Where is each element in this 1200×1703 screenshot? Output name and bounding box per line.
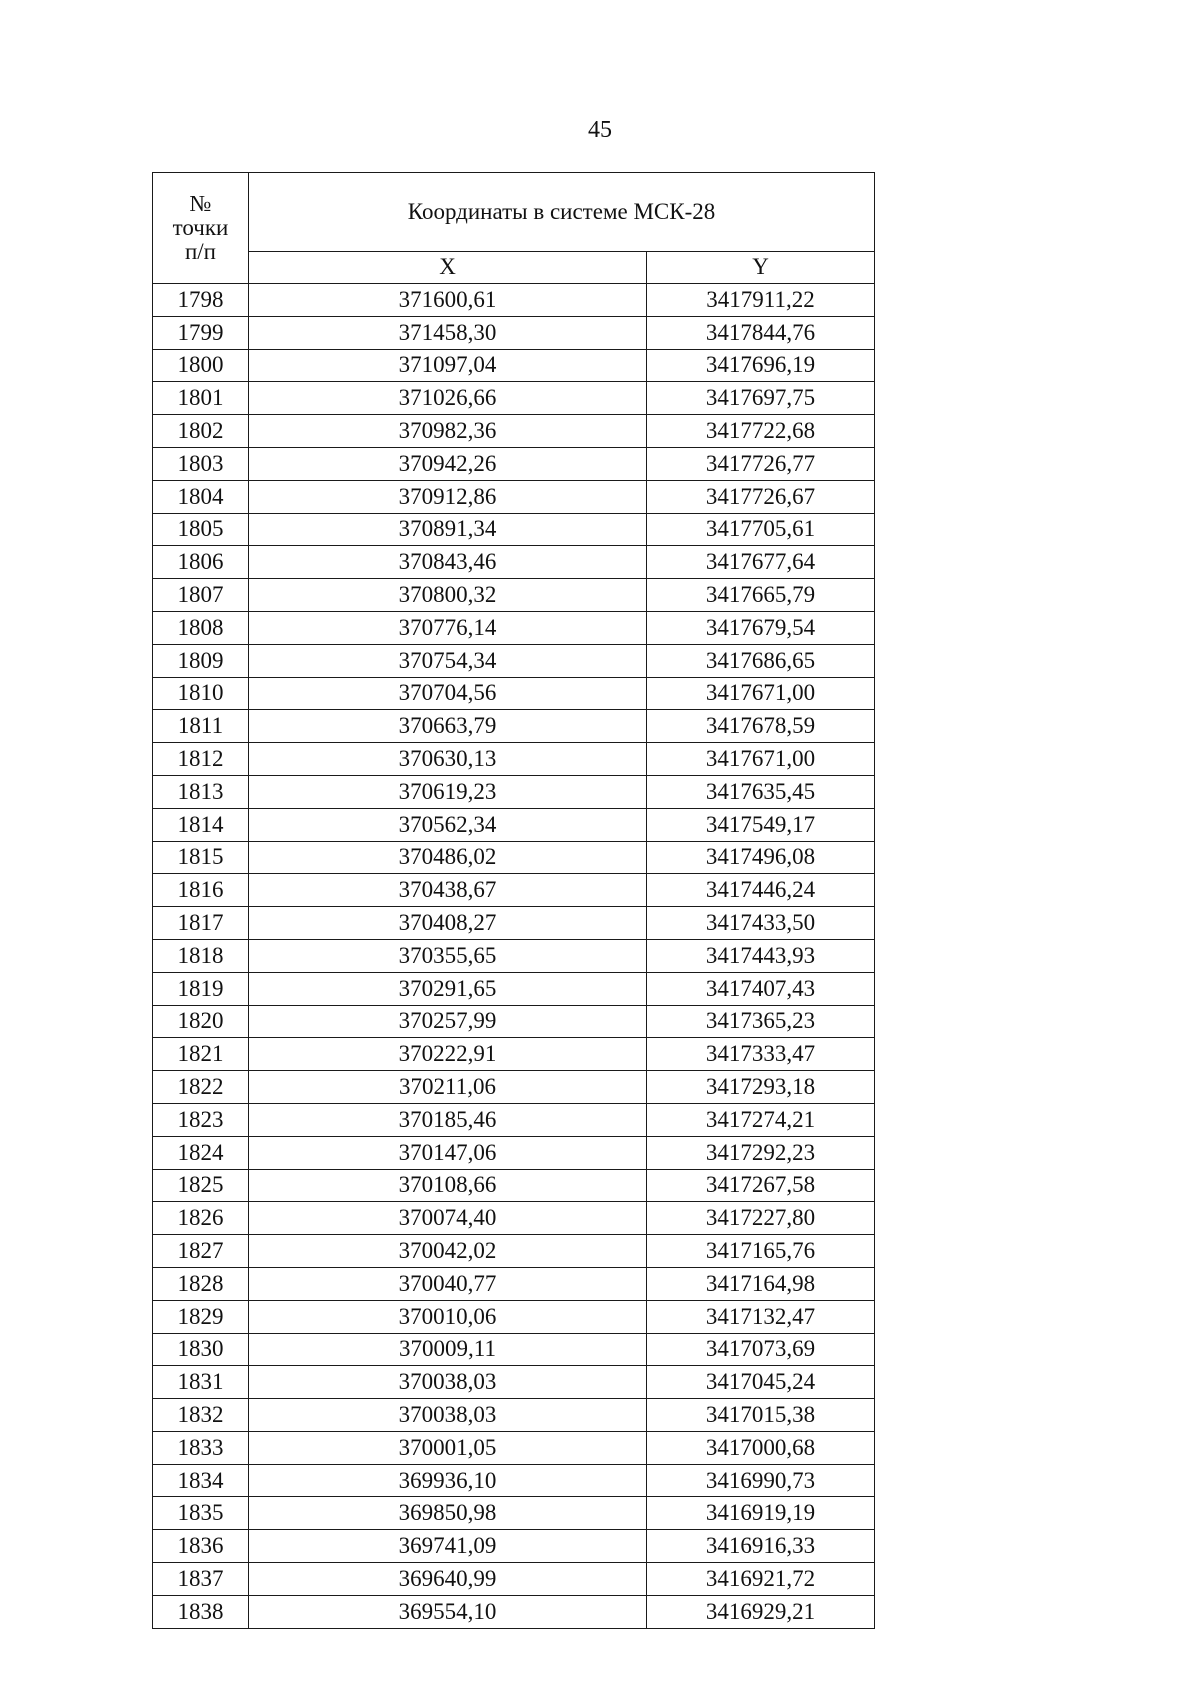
point-number-cell: 1833 <box>153 1431 249 1464</box>
table-row <box>153 1169 875 1202</box>
y-coordinate-cell: 3416916,33 <box>647 1530 875 1563</box>
table-row <box>153 775 875 808</box>
table-row <box>153 1595 875 1628</box>
table-row <box>153 1333 875 1366</box>
x-coordinate-cell: 370038,03 <box>249 1399 647 1432</box>
y-coordinate-cell: 3417045,24 <box>647 1366 875 1399</box>
point-number-cell: 1804 <box>153 480 249 513</box>
x-coordinate-cell: 369850,98 <box>249 1497 647 1530</box>
table-row <box>153 939 875 972</box>
x-coordinate-cell: 371097,04 <box>249 349 647 382</box>
table-row <box>153 1202 875 1235</box>
point-number-cell: 1805 <box>153 513 249 546</box>
y-coordinate-cell: 3417407,43 <box>647 972 875 1005</box>
y-coordinate-cell: 3417696,19 <box>647 349 875 382</box>
table-row <box>153 1399 875 1432</box>
x-coordinate-cell: 369741,09 <box>249 1530 647 1563</box>
table-header-row <box>153 173 875 252</box>
table-row <box>153 447 875 480</box>
x-coordinate-cell: 370663,79 <box>249 710 647 743</box>
y-column-header: Y <box>647 251 875 283</box>
y-coordinate-cell: 3417496,08 <box>647 841 875 874</box>
x-coordinate-cell: 371600,61 <box>249 284 647 317</box>
y-coordinate-cell: 3417333,47 <box>647 1038 875 1071</box>
y-coordinate-cell: 3417549,17 <box>647 808 875 841</box>
y-coordinate-cell: 3417679,54 <box>647 611 875 644</box>
table-row <box>153 382 875 415</box>
y-coordinate-cell: 3417677,64 <box>647 546 875 579</box>
table-row <box>153 808 875 841</box>
table-row <box>153 1431 875 1464</box>
table-row <box>153 546 875 579</box>
table-row <box>153 1497 875 1530</box>
table-row <box>153 1136 875 1169</box>
table-row <box>153 284 875 317</box>
point-number-cell: 1809 <box>153 644 249 677</box>
point-number-cell: 1815 <box>153 841 249 874</box>
y-coordinate-cell: 3417446,24 <box>647 874 875 907</box>
x-coordinate-cell: 370982,36 <box>249 415 647 448</box>
point-number-cell: 1803 <box>153 447 249 480</box>
table-row <box>153 1563 875 1596</box>
x-coordinate-cell: 370355,65 <box>249 939 647 972</box>
point-number-cell: 1832 <box>153 1399 249 1432</box>
x-coordinate-cell: 370704,56 <box>249 677 647 710</box>
x-coordinate-cell: 370010,06 <box>249 1300 647 1333</box>
x-coordinate-cell: 369640,99 <box>249 1563 647 1596</box>
x-coordinate-cell: 370486,02 <box>249 841 647 874</box>
y-coordinate-cell: 3417433,50 <box>647 907 875 940</box>
point-number-cell: 1818 <box>153 939 249 972</box>
table-row <box>153 644 875 677</box>
point-number-cell: 1801 <box>153 382 249 415</box>
point-number-header-line3: п/п <box>184 239 216 264</box>
point-number-cell: 1817 <box>153 907 249 940</box>
point-number-cell: 1837 <box>153 1563 249 1596</box>
x-coordinate-cell: 369554,10 <box>249 1595 647 1628</box>
point-number-cell: 1822 <box>153 1071 249 1104</box>
x-coordinate-cell: 370408,27 <box>249 907 647 940</box>
x-coordinate-cell: 370942,26 <box>249 447 647 480</box>
table-row <box>153 1103 875 1136</box>
x-coordinate-cell: 370185,46 <box>249 1103 647 1136</box>
x-coordinate-cell: 370438,67 <box>249 874 647 907</box>
x-column-header: X <box>249 251 647 283</box>
table-row <box>153 513 875 546</box>
x-coordinate-cell: 370891,34 <box>249 513 647 546</box>
point-number-cell: 1811 <box>153 710 249 743</box>
table-row <box>153 907 875 940</box>
point-number-cell: 1823 <box>153 1103 249 1136</box>
x-coordinate-cell: 370211,06 <box>249 1071 647 1104</box>
y-coordinate-cell: 3417267,58 <box>647 1169 875 1202</box>
x-coordinate-cell: 370912,86 <box>249 480 647 513</box>
point-number-cell: 1836 <box>153 1530 249 1563</box>
x-coordinate-cell: 370257,99 <box>249 1005 647 1038</box>
point-number-cell: 1838 <box>153 1595 249 1628</box>
y-coordinate-cell: 3417722,68 <box>647 415 875 448</box>
x-coordinate-cell: 370619,23 <box>249 775 647 808</box>
y-coordinate-cell: 3416990,73 <box>647 1464 875 1497</box>
point-number-cell: 1825 <box>153 1169 249 1202</box>
y-coordinate-cell: 3417911,22 <box>647 284 875 317</box>
table-row <box>153 1267 875 1300</box>
point-number-cell: 1812 <box>153 743 249 776</box>
coordinates-system-header: Координаты в системе МСК-28 <box>249 173 875 252</box>
y-coordinate-cell: 3417365,23 <box>647 1005 875 1038</box>
x-coordinate-cell: 370222,91 <box>249 1038 647 1071</box>
point-number-cell: 1831 <box>153 1366 249 1399</box>
table-axis-row <box>153 251 875 283</box>
x-coordinate-cell: 370147,06 <box>249 1136 647 1169</box>
y-coordinate-cell: 3417671,00 <box>647 677 875 710</box>
y-coordinate-cell: 3416919,19 <box>647 1497 875 1530</box>
x-coordinate-cell: 370800,32 <box>249 579 647 612</box>
y-coordinate-cell: 3416929,21 <box>647 1595 875 1628</box>
x-coordinate-cell: 370038,03 <box>249 1366 647 1399</box>
y-coordinate-cell: 3417705,61 <box>647 513 875 546</box>
x-coordinate-cell: 371026,66 <box>249 382 647 415</box>
table-row <box>153 710 875 743</box>
y-coordinate-cell: 3417015,38 <box>647 1399 875 1432</box>
point-number-cell: 1829 <box>153 1300 249 1333</box>
y-coordinate-cell: 3417292,23 <box>647 1136 875 1169</box>
y-coordinate-cell: 3417844,76 <box>647 316 875 349</box>
y-coordinate-cell: 3417635,45 <box>647 775 875 808</box>
table-row <box>153 1366 875 1399</box>
y-coordinate-cell: 3417686,65 <box>647 644 875 677</box>
y-coordinate-cell: 3417678,59 <box>647 710 875 743</box>
point-number-cell: 1826 <box>153 1202 249 1235</box>
y-coordinate-cell: 3417165,76 <box>647 1235 875 1268</box>
table-row <box>153 1300 875 1333</box>
y-coordinate-cell: 3417726,77 <box>647 447 875 480</box>
x-coordinate-cell: 370040,77 <box>249 1267 647 1300</box>
table-row <box>153 1235 875 1268</box>
point-number-cell: 1798 <box>153 284 249 317</box>
point-number-header-line2: точки <box>172 215 229 240</box>
point-number-cell: 1814 <box>153 808 249 841</box>
y-coordinate-cell: 3417665,79 <box>647 579 875 612</box>
table-row <box>153 611 875 644</box>
point-number-cell: 1828 <box>153 1267 249 1300</box>
table-row <box>153 743 875 776</box>
x-coordinate-cell: 370001,05 <box>249 1431 647 1464</box>
x-coordinate-cell: 371458,30 <box>249 316 647 349</box>
point-number-cell: 1816 <box>153 874 249 907</box>
table-row <box>153 874 875 907</box>
y-coordinate-cell: 3417726,67 <box>647 480 875 513</box>
x-coordinate-cell: 370009,11 <box>249 1333 647 1366</box>
x-coordinate-cell: 370776,14 <box>249 611 647 644</box>
y-coordinate-cell: 3417697,75 <box>647 382 875 415</box>
y-coordinate-cell: 3417073,69 <box>647 1333 875 1366</box>
point-number-cell: 1806 <box>153 546 249 579</box>
table-row <box>153 415 875 448</box>
point-number-cell: 1835 <box>153 1497 249 1530</box>
y-coordinate-cell: 3417443,93 <box>647 939 875 972</box>
point-number-cell: 1819 <box>153 972 249 1005</box>
point-number-header <box>153 173 249 284</box>
y-coordinate-cell: 3417671,00 <box>647 743 875 776</box>
table-row <box>153 1530 875 1563</box>
y-coordinate-cell: 3417227,80 <box>647 1202 875 1235</box>
x-coordinate-cell: 370108,66 <box>249 1169 647 1202</box>
x-coordinate-cell: 370630,13 <box>249 743 647 776</box>
table-row <box>153 1005 875 1038</box>
table-row <box>153 480 875 513</box>
table-row <box>153 677 875 710</box>
y-coordinate-cell: 3417274,21 <box>647 1103 875 1136</box>
x-coordinate-cell: 370291,65 <box>249 972 647 1005</box>
y-coordinate-cell: 3417000,68 <box>647 1431 875 1464</box>
table-body <box>153 284 875 1629</box>
point-number-header-line1: № <box>189 191 212 216</box>
point-number-cell: 1824 <box>153 1136 249 1169</box>
x-coordinate-cell: 369936,10 <box>249 1464 647 1497</box>
table-row <box>153 579 875 612</box>
y-coordinate-cell: 3417132,47 <box>647 1300 875 1333</box>
table-row <box>153 841 875 874</box>
table-row <box>153 316 875 349</box>
point-number-cell: 1799 <box>153 316 249 349</box>
point-number-cell: 1834 <box>153 1464 249 1497</box>
y-coordinate-cell: 3417164,98 <box>647 1267 875 1300</box>
x-coordinate-cell: 370754,34 <box>249 644 647 677</box>
coordinates-table <box>152 172 875 1629</box>
table-row <box>153 1464 875 1497</box>
page-number: 45 <box>588 117 612 143</box>
table-row <box>153 972 875 1005</box>
point-number-cell: 1802 <box>153 415 249 448</box>
y-coordinate-cell: 3416921,72 <box>647 1563 875 1596</box>
point-number-cell: 1807 <box>153 579 249 612</box>
point-number-cell: 1813 <box>153 775 249 808</box>
table-row <box>153 1038 875 1071</box>
y-coordinate-cell: 3417293,18 <box>647 1071 875 1104</box>
table-row <box>153 1071 875 1104</box>
point-number-cell: 1830 <box>153 1333 249 1366</box>
x-coordinate-cell: 370562,34 <box>249 808 647 841</box>
x-coordinate-cell: 370843,46 <box>249 546 647 579</box>
point-number-cell: 1827 <box>153 1235 249 1268</box>
point-number-cell: 1808 <box>153 611 249 644</box>
table-row <box>153 349 875 382</box>
point-number-cell: 1800 <box>153 349 249 382</box>
point-number-cell: 1821 <box>153 1038 249 1071</box>
x-coordinate-cell: 370042,02 <box>249 1235 647 1268</box>
x-coordinate-cell: 370074,40 <box>249 1202 647 1235</box>
point-number-cell: 1820 <box>153 1005 249 1038</box>
point-number-cell: 1810 <box>153 677 249 710</box>
